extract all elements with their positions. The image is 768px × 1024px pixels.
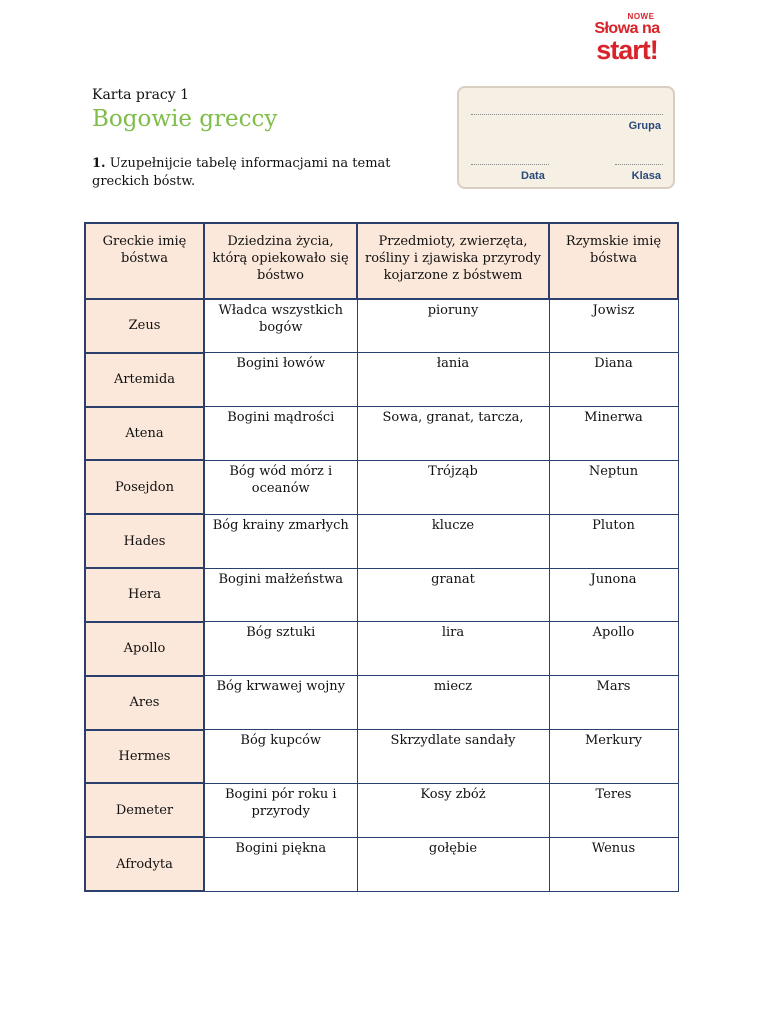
table-row: [85, 622, 678, 676]
greek-name-cell: Hermes: [85, 730, 204, 784]
table-row: [85, 353, 678, 407]
table-row: [85, 514, 678, 568]
date-line[interactable]: [471, 164, 549, 165]
header-roman-name: Rzymskie imię bóstwa: [549, 223, 678, 299]
domain-cell: Bogini małżeństwa: [204, 568, 357, 622]
domain-cell: Władca wszystkich bogów: [204, 299, 357, 353]
table-row: [85, 676, 678, 730]
roman-name-cell: Teres: [549, 783, 678, 837]
header-greek-name: Greckie imię bóstwa: [85, 223, 204, 299]
info-box: [457, 86, 675, 189]
greek-name-cell: Apollo: [85, 622, 204, 676]
class-label: Klasa: [631, 170, 661, 182]
domain-cell: Bóg sztuki: [204, 622, 357, 676]
class-line[interactable]: [615, 164, 663, 165]
group-label: Grupa: [628, 120, 661, 132]
domain-cell: Bóg kupców: [204, 730, 357, 784]
table-row: [85, 783, 678, 837]
greek-name-cell: Atena: [85, 407, 204, 461]
symbols-cell: Sowa, granat, tarcza,: [357, 407, 549, 461]
worksheet-label: Karta pracy 1: [92, 87, 190, 103]
greek-name-cell: Hades: [85, 514, 204, 568]
domain-cell: Bogini pór roku i przyrody: [204, 783, 357, 837]
roman-name-cell: Minerwa: [549, 407, 678, 461]
roman-name-cell: Merkury: [549, 730, 678, 784]
table-row: [85, 407, 678, 461]
symbols-cell: miecz: [357, 676, 549, 730]
symbols-cell: lira: [357, 622, 549, 676]
greek-name-cell: Afrodyta: [85, 837, 204, 891]
date-label: Data: [521, 170, 545, 182]
roman-name-cell: Junona: [549, 568, 678, 622]
table-row: [85, 837, 678, 891]
symbols-cell: Trójząb: [357, 460, 549, 514]
symbols-cell: klucze: [357, 514, 549, 568]
header-symbols: Przedmioty, zwierzęta, rośliny i zjawiska przyrody kojarzone z bóstwem: [357, 223, 549, 299]
roman-name-cell: Diana: [549, 353, 678, 407]
logo-line-2: Słowa na: [594, 20, 660, 37]
instruction-number: 1.: [92, 156, 106, 171]
symbols-cell: granat: [357, 568, 549, 622]
logo-line-1: NOWE: [627, 12, 655, 21]
symbols-cell: gołębie: [357, 837, 549, 891]
logo-line-3: start!: [596, 35, 658, 65]
brand-logo: [587, 12, 667, 63]
table-row: [85, 568, 678, 622]
roman-name-cell: Apollo: [549, 622, 678, 676]
symbols-cell: łania: [357, 353, 549, 407]
header-domain: Dziedzina życia, którą opiekowało się bóstwo: [204, 223, 357, 299]
domain-cell: Bóg krwawej wojny: [204, 676, 357, 730]
greek-name-cell: Posejdon: [85, 460, 204, 514]
table-row: [85, 460, 678, 514]
page-title: Bogowie greccy: [92, 106, 278, 132]
greek-name-cell: Demeter: [85, 783, 204, 837]
gods-table: [84, 222, 679, 892]
greek-name-cell: Artemida: [85, 353, 204, 407]
symbols-cell: pioruny: [357, 299, 549, 353]
roman-name-cell: Pluton: [549, 514, 678, 568]
domain-cell: Bóg krainy zmarłych: [204, 514, 357, 568]
instruction: [92, 155, 432, 191]
roman-name-cell: Mars: [549, 676, 678, 730]
roman-name-cell: Jowisz: [549, 299, 678, 353]
greek-name-cell: Hera: [85, 568, 204, 622]
symbols-cell: Kosy zbóż: [357, 783, 549, 837]
instruction-text: Uzupełnijcie tabelę informacjami na temat greckich bóstw.: [92, 156, 391, 189]
domain-cell: Bogini łowów: [204, 353, 357, 407]
symbols-cell: Skrzydlate sandały: [357, 730, 549, 784]
roman-name-cell: Wenus: [549, 837, 678, 891]
domain-cell: Bóg wód mórz i oceanów: [204, 460, 357, 514]
greek-name-cell: Zeus: [85, 299, 204, 353]
greek-name-cell: Ares: [85, 676, 204, 730]
table-row: [85, 299, 678, 353]
domain-cell: Bogini piękna: [204, 837, 357, 891]
table-row: [85, 730, 678, 784]
group-line[interactable]: [471, 114, 663, 115]
roman-name-cell: Neptun: [549, 460, 678, 514]
domain-cell: Bogini mądrości: [204, 407, 357, 461]
